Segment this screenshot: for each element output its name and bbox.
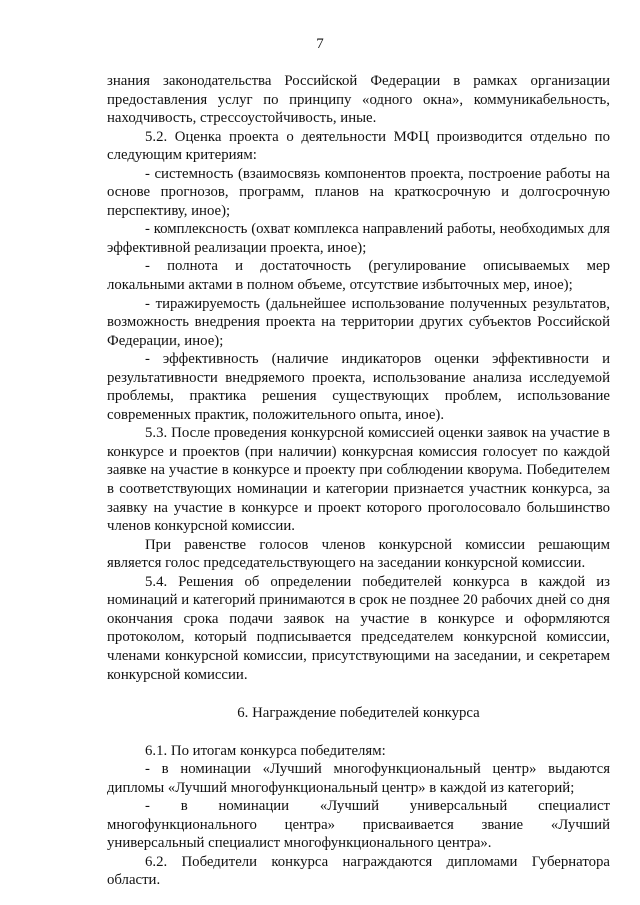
paragraph-5-4: 5.4. Решения об определении победителей конкурса в каждой из номинаций и категорий принимаются в срок не позднее 20 рабочих дней со дня окончания срока подачи заявок на участие в конкурсе и оформляются протоколом, который подписывается председателем конкурсной комиссии, членами конкурсной комиссии, присутствующими на заседании, и секретарем конкурсной комиссии.	[107, 573, 610, 683]
page-number: 7	[316, 36, 324, 52]
criterion-efficiency: - эффективность (наличие индикаторов оценки эффективности и результативности внедряемого проекта, использование анализа исследуемой проблемы, практика решения существующих проблем, использование современных практик, положительного опыта, иное).	[107, 351, 610, 423]
paragraph-continuation: знания законодательства Российской Федерации в рамках организации предоставления услуг по принципу «одного окна», коммуникабельность, находчивость, стрессоустойчивость, иные.	[107, 73, 610, 127]
paragraph-tie-vote: При равенстве голосов членов конкурсной комиссии решающим является голос председательствующего на заседании конкурсной комиссии.	[107, 536, 610, 572]
paragraph-5-3: 5.3. После проведения конкурсной комиссией оценки заявок на участие в конкурсе и проектов (при наличии) конкурсная комиссия голосует по каждой заявке на участие в конкурсе и проекту при соблюдении кворума. Победителем в соответствующих номинации и категории признается участник конкурса, за заявку на участие в конкурсе и проект которого проголосовало большинство членов конкурсной комиссии.	[107, 425, 610, 535]
paragraph-6-2: 6.2. Победители конкурса награждаются дипломами Губернатора области.	[107, 853, 610, 889]
section-heading: 6. Награждение победителей конкурса	[237, 705, 480, 722]
paragraph-5-2: 5.2. Оценка проекта о деятельности МФЦ производится отдельно по следующим критериям:	[107, 128, 610, 164]
nomination-best-specialist: - в номинации «Лучший универсальный специалист многофункционального центра» присваивается звание «Лучший универсальный специалист многофункционального центра».	[107, 798, 610, 852]
document-body	[107, 72, 610, 890]
nomination-best-center: - в номинации «Лучший многофункциональный центр» выдаются дипломы «Лучший многофункциональный центр» в каждой из категорий;	[107, 761, 610, 796]
paragraph-6-1: 6.1. По итогам конкурса победителям:	[145, 742, 386, 759]
criterion-replicability: - тиражируемость (дальнейшее использование полученных результатов, возможность внедрения проекта на территории других субъектов Российской Федерации, иное);	[107, 295, 610, 349]
criterion-systemness: - системность (взаимосвязь компонентов проекта, построение работы на основе прогнозов, программ, планов на краткосрочную и долгосрочную перспективу, иное);	[107, 165, 610, 219]
criterion-complexity: - комплексность (охват комплекса направлений работы, необходимых для эффективной реализации проекта, иное);	[107, 221, 610, 256]
criterion-completeness: - полнота и достаточность (регулирование описываемых мер локальными актами в полном объеме, отсутствие избыточных мер, иное);	[107, 258, 610, 294]
